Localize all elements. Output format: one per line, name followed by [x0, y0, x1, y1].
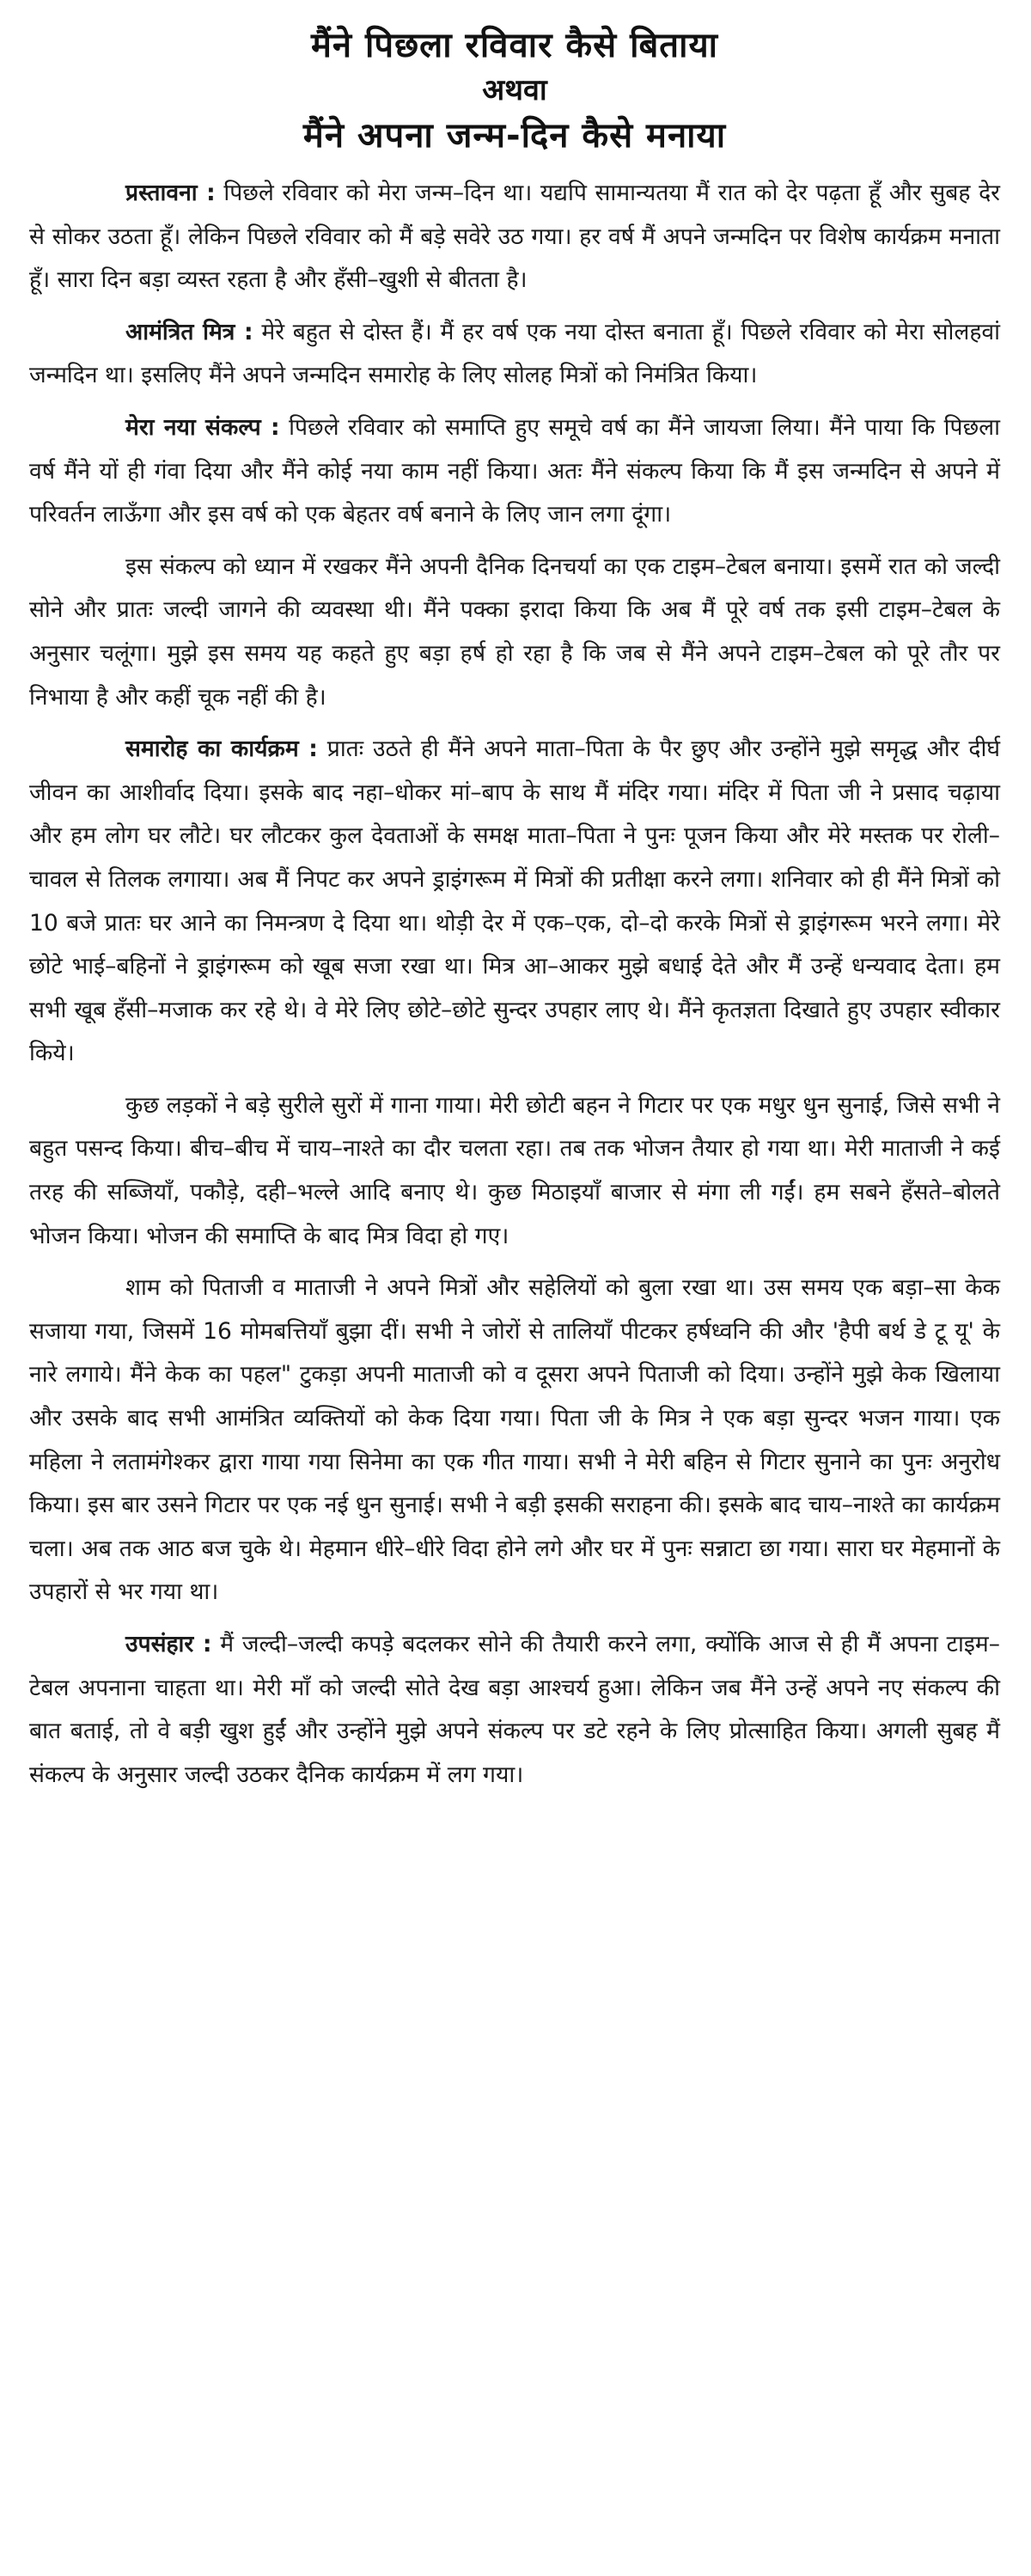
- essay-title: मैंने पिछला रविवार कैसे बिताया: [310, 26, 719, 65]
- paragraph-evening-cake: [29, 1267, 1000, 1615]
- paragraph-celebration-program: [29, 728, 1000, 1076]
- paragraph-text: पिछले रविवार को समाप्ति हुए समूचे वर्ष का मैंने जायजा लिया। मैंने पाया कि पिछला वर्ष मैंने यों ही गंवा दिया और मैंने कोई नया काम नहीं किया। अतः मैंने संकल्प किया कि मैं इस जन्मदिन से अपने में परिवर्तन लाऊँगा और इस वर्ष को एक बेहतर वर्ष बनाने के लिए जान लगा दूंगा।: [29, 413, 1001, 528]
- paragraph-heading: उपसंहार :: [125, 1631, 212, 1657]
- essay-body: [29, 172, 1000, 1797]
- paragraph-heading: आमंत्रित मित्र :: [125, 318, 253, 345]
- paragraph-heading: प्रस्तावना :: [125, 180, 216, 206]
- paragraph-text: मेरे बहुत से दोस्त हैं। मैं हर वर्ष एक नया दोस्त बनाता हूँ। पिछले रविवार को मेरा सोलहवां जन्मदिन था। इसलिए मैंने अपने जन्मदिन समारोह के लिए सोलह मित्रों को निमंत्रित किया।: [29, 318, 1000, 389]
- paragraph-timetable: [29, 546, 1000, 719]
- paragraph-text: प्रातः उठते ही मैंने अपने माता–पिता के पैर छुए और उन्होंने मुझे समृद्ध और दीर्घ जीवन का आशीर्वाद दिया। इसके बाद नहा–धोकर मां–बाप के साथ मैं मंदिर गया। मंदिर में पिता जी ने प्रसाद चढ़ाया और हम लोग घर लौटे। घर लौटकर कुल देवताओं के समक्ष माता–पिता ने पुनः पूजन किया और मेरे मस्तक पर रोली–चावल से तिलक लगाया। अब मैं निपट कर अपने ड्राइंगरूम में मित्रों की प्रतीक्षा करने लगा। शनिवार को ही मैंने मित्रों को 10 बजे प्रातः घर आने का निमन्त्रण दे दिया था। थोड़ी देर में एक–एक, दो–दो करके मित्रों से ड्राइंगरूम भरने लगा। मेरे छोटे भाई–बहिनों ने ड्राइंगरूम को खूब सजा रखा था। मित्र आ–आकर मुझे बधाई देते और मैं उन्हें धन्यवाद देता। हम सभी खूब हँसी–मजाक कर रहे थे। वे मेरे लिए छोटे–छोटे सुन्दर उपहार लाए थे। मैंने कृतज्ञता दिखाते हुए उपहार स्वीकार किये।: [29, 736, 1000, 1067]
- paragraph-text: इस संकल्प को ध्यान में रखकर मैंने अपनी दैनिक दिनचर्या का एक टाइम–टेबल बनाया। इसमें रात को जल्दी सोने और प्रातः जल्दी जागने की व्यवस्था थी। मैंने पक्का इरादा किया कि अब मैं पूरे वर्ष तक इसी टाइम–टेबल के अनुसार चलूंगा। मुझे इस समय यह कहते हुए बड़ा हर्ष हो रहा है कि जब से मैंने अपने टाइम–टेबल को पूरे तौर पर निभाया है और कहीं चूक नहीं की है।: [29, 552, 1000, 711]
- paragraph-text: कुछ लड़कों ने बड़े सुरीले सुरों में गाना गाया। मेरी छोटी बहन ने गिटार पर एक मधुर धुन सुनाई, जिसे सभी ने बहुत पसन्द किया। बीच–बीच में चाय–नाश्ते का दौर चलता रहा। तब तक भोजन तैयार हो गया था। मेरी माताजी ने कई तरह की सब्जियाँ, पकौड़े, दही–भल्ले आदि बनाए थे। कुछ मिठाइयाँ बाजार से मंगा ली गईं। हम सबने हँसते–बोलते भोजन किया। भोजन की समाप्ति के बाद मित्र विदा हो गए।: [29, 1091, 1000, 1249]
- paragraph-text: पिछले रविवार को मेरा जन्म–दिन था। यद्यपि सामान्यतया मैं रात को देर पढ़ता हूँ और सुबह देर से सोकर उठता हूँ। लेकिन पिछले रविवार को मैं बड़े सवेरे उठ गया। हर वर्ष मैं अपने जन्मदिन पर विशेष कार्यक्रम मनाता हूँ। सारा दिन बड़ा व्यस्त रहता है और हँसी–खुशी से बीतता है।: [29, 180, 1001, 294]
- paragraph-new-resolution: [29, 406, 1000, 537]
- paragraph-text: शाम को पिताजी व माताजी ने अपने मित्रों और सहेलियों को बुला रखा था। उस समय एक बड़ा–सा केक सजाया गया, जिसमें 16 मोमबत्तियाँ बुझा दीं। सभी ने जोरों से तालियाँ पीटकर हर्षध्वनि की और 'हैपी बर्थ डे टू यू' के नारे लगाये। मैंने केक का पहल" टुकड़ा अपनी माताजी को व दूसरा अपने पिताजी को दिया। उन्होंने मुझे केक खिलाया और उसके बाद सभी आमंत्रित व्यक्तियों को केक दिया गया। पिता जी के मित्र ने एक बड़ा सुन्दर भजन गाया। एक महिला ने लतामंगेश्कर द्वारा गाया गया सिनेमा का एक गीत गाया। सभी ने मेरी बहिन से गिटार सुनाने का पुनः अनुरोध किया। इस बार उसने गिटार पर एक नई धुन सुनाई। सभी ने बड़ी इसकी सराहना की। इसके बाद चाय–नाश्ते का कार्यक्रम चला। अब तक आठ बज चुके थे। मेहमान धीरे–धीरे विदा होने लगे और घर में पुनः सन्नाटा छा गया। सारा घर मेहमानों के उपहारों से भर गया था।: [29, 1274, 1000, 1606]
- paragraph-conclusion: [29, 1623, 1000, 1797]
- essay-header: [29, 22, 1000, 160]
- paragraph-heading: समारोह का कार्यक्रम :: [125, 736, 318, 763]
- paragraph-text: मैं जल्दी–जल्दी कपड़े बदलकर सोने की तैयारी करने लगा, क्योंकि आज से ही मैं अपना टाइम–टेबल अपनाना चाहता था। मेरी माँ को जल्दी सोते देख बड़ा आश्चर्य हुआ। लेकिन जब मैंने उन्हें अपने नए संकल्प की बात बताई, तो वे बड़ी खुश हुईं और उन्होंने मुझे अपने संकल्प पर डटे रहने के लिए प्रोत्साहित किया। अगली सुबह मैं संकल्प के अनुसार जल्दी उठकर दैनिक कार्यक्रम में लग गया।: [29, 1631, 1000, 1788]
- essay-alternate-title: मैंने अपना जन्म-दिन कैसे मनाया: [302, 116, 727, 156]
- paragraph-heading: मेरा नया संकल्प :: [125, 413, 280, 441]
- paragraph-introduction: [29, 172, 1000, 302]
- essay-or-separator: अथवा: [482, 73, 547, 107]
- paragraph-music-and-lunch: [29, 1084, 1000, 1258]
- paragraph-invited-friends: [29, 311, 1000, 398]
